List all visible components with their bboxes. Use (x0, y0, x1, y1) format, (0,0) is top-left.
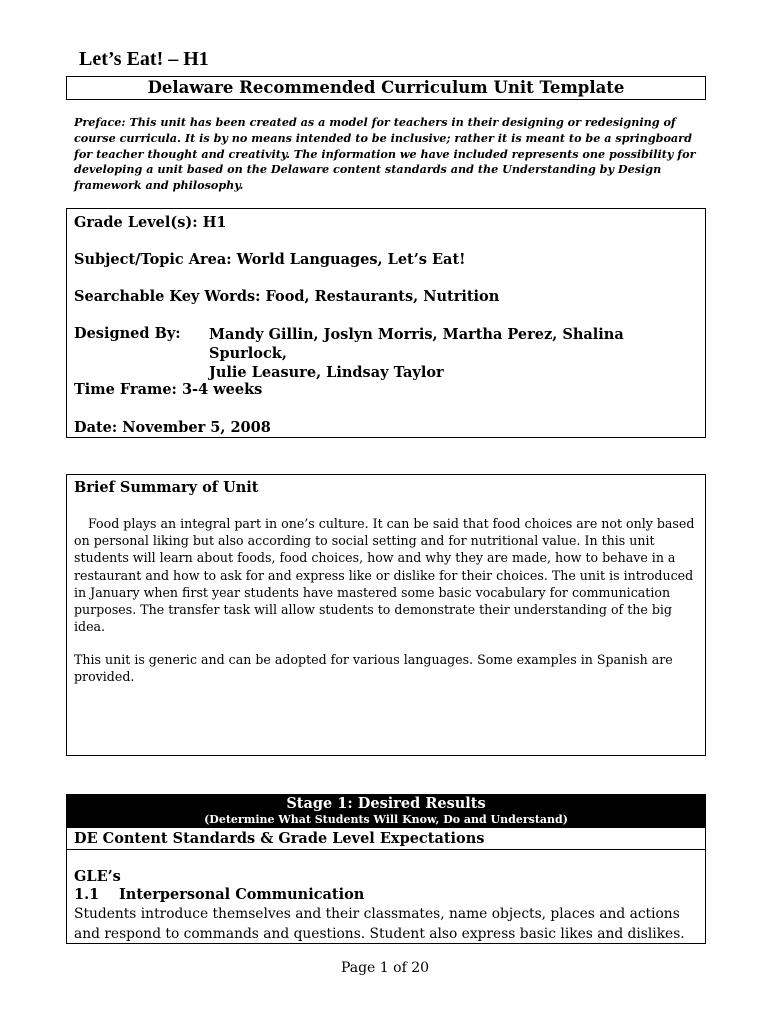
subject-topic: Subject/Topic Area: World Languages, Let’s Eat! (74, 251, 466, 268)
summary-paragraph-1: Food plays an integral part in one’s culture. It can be said that food choices are not only based on personal liking but also according to social setting and for nutritional value. In this unit students will learn about foods, food choices, how and why they are made, how to behave in a restaurant and how to ask for and express like or dislike for their choices. The unit is introduced in January when first year students have mastered some basic vocabulary for communication purposes. The transfer task will allow students to demonstrate their understanding of the big idea. (74, 516, 695, 635)
gle-number: 1.1 (74, 886, 100, 903)
stage-1-title: Stage 1: Desired Results (286, 795, 486, 812)
template-header: Delaware Recommended Curriculum Unit Template (66, 76, 706, 100)
summary-box (66, 474, 706, 756)
gle-label: GLE’s (74, 868, 121, 885)
document-title: Let’s Eat! – H1 (79, 48, 209, 70)
grade-level: Grade Level(s): H1 (74, 214, 227, 231)
date: Date: November 5, 2008 (74, 419, 271, 436)
gle-heading: Interpersonal Communication (119, 886, 365, 903)
preface-text: Preface: This unit has been created as a model for teachers in their designing or redesigning of course curricula. It is by no means intended to be inclusive; rather it is meant to be a springboard for teacher thought and creativity. The information we have included represents one possibility for developing a unit based on the Delaware content standards and the Understanding by Design framework and philosophy. (74, 115, 696, 193)
designed-by-line-1: Mandy Gillin, Joslyn Morris, Martha Perez, Shalina Spurlock, (209, 326, 624, 362)
designed-by-line-2: Julie Leasure, Lindsay Taylor (209, 364, 444, 381)
stage-1-header (66, 794, 706, 828)
summary-title: Brief Summary of Unit (74, 479, 259, 496)
standards-box (66, 828, 706, 944)
unit-info-box (66, 208, 706, 438)
page-number: Page 1 of 20 (340, 960, 430, 976)
designed-by-names (209, 325, 705, 382)
key-words: Searchable Key Words: Food, Restaurants, Nutrition (74, 288, 500, 305)
standards-divider (67, 849, 705, 850)
time-frame: Time Frame: 3-4 weeks (74, 381, 263, 398)
designed-by-label: Designed By: (74, 325, 181, 342)
standards-title: DE Content Standards & Grade Level Expectations (74, 830, 485, 847)
stage-1-subtitle: (Determine What Students Will Know, Do and Understand) (204, 813, 568, 826)
summary-paragraph-2: This unit is generic and can be adopted for various languages. Some examples in Spanish are provided. (74, 652, 673, 685)
gle-text: Students introduce themselves and their classmates, name objects, places and actions and respond to commands and questions. Student also express basic likes and dislikes. (74, 906, 685, 942)
